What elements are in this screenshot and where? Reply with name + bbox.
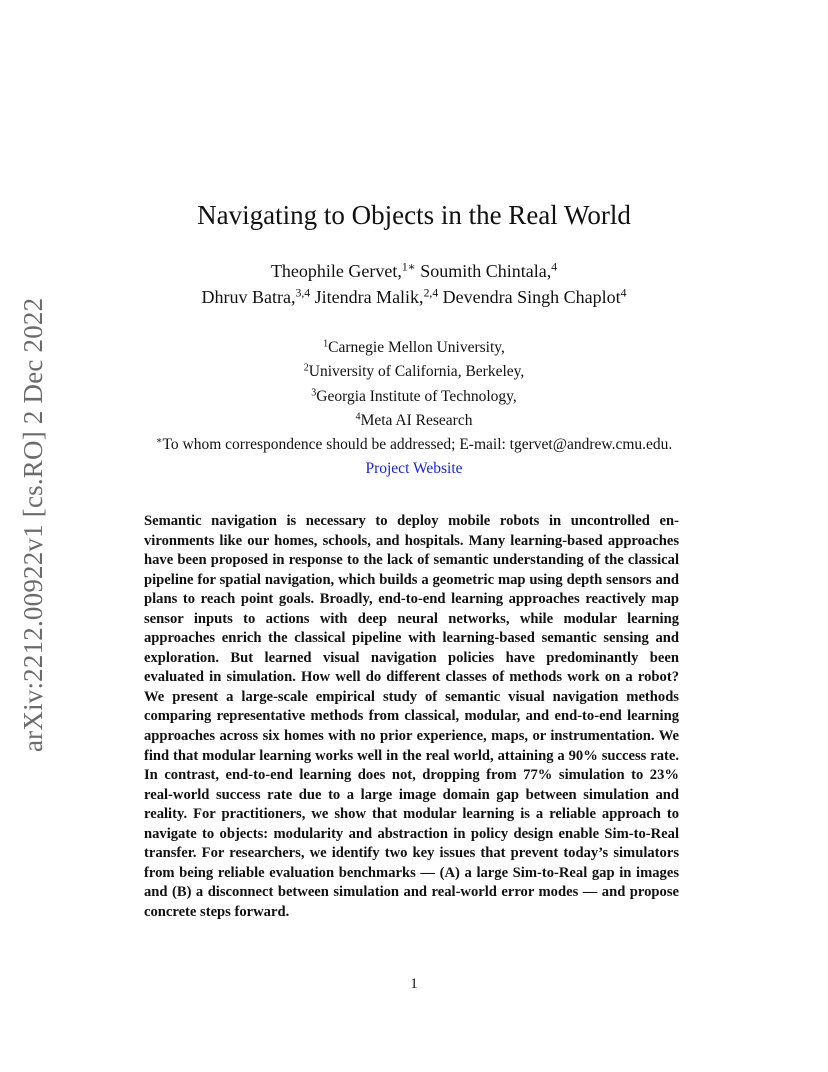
project-website-link[interactable]: Project Website: [365, 460, 463, 478]
author-list: [0, 258, 828, 310]
paper-title: Navigating to Objects in the Real World: [197, 200, 631, 230]
page-number: 1: [410, 976, 418, 992]
affiliation-text: Georgia Institute of Technology,: [316, 387, 517, 405]
affiliation: [0, 385, 828, 409]
author-line-1: [0, 258, 828, 284]
affiliation: [0, 409, 828, 433]
author-name: Dhruv Batra,: [201, 287, 296, 307]
affiliation-text: University of California, Berkeley,: [308, 363, 525, 381]
author-name: Soumith Chintala,: [420, 261, 552, 281]
affiliation-marker: 4: [355, 411, 361, 423]
author-affiliation-marker: 2,4: [423, 286, 439, 300]
correspondence-text: To whom correspondence should be addressed; E-mail: tgervet@andrew.cmu.edu.: [162, 436, 673, 454]
author-affiliation-marker: 3,4: [295, 286, 311, 300]
author-name: Jitendra Malik,: [314, 287, 424, 307]
affiliation-marker: 2: [303, 362, 309, 374]
affiliation-text: Meta AI Research: [360, 411, 473, 429]
affiliation-marker: 1: [323, 338, 329, 350]
affiliation-text: Carnegie Mellon University,: [328, 339, 505, 356]
author-name: Devendra Singh Chaplot: [442, 287, 621, 307]
author-name: Theophile Gervet,: [270, 261, 402, 281]
affiliation: [0, 360, 828, 384]
affiliation-list: [0, 336, 828, 482]
author-line-2: [0, 284, 828, 310]
author-affiliation-marker: 1∗: [401, 260, 416, 274]
author-affiliation-marker: 4: [551, 260, 558, 274]
arxiv-identifier: arXiv:2212.00922v1 [cs.RO] 2 Dec 2022: [18, 297, 48, 752]
abstract: Semantic navigation is necessary to deploy mobile robots in uncontrolled environments like our homes, schools, and hospitals. Many learning-based approaches have been proposed in response to the lack of semantic understanding of the classical pipeline for spatial navigation, which builds a geometric map using depth sensors and plans to reach point goals. Broadly, end-to-end learning approaches reactively map sensor inputs to actions with deep neural networks, while modular learning approaches enrich the classical pipeline with learning-based semantic sensing and exploration. But learned visual navigation policies have predominantly been evaluated in simulation. How well do different classes of methods work on a robot? We present a large-scale empirical study of semantic visual navigation methods comparing representative methods from classical, modular, and end-to-end learning approaches across six homes with no prior experience, maps, or instrumentation. We find that modular learning works well in the real world, attaining a 90% success rate. In contrast, end-to-end learning does not, dropping from 77% simulation to 23% real-world success rate due to a large image domain gap between simulation and reality. For practitioners, we show that modular learning is a reliable approach to navigate to objects: modularity and abstraction in policy design enable Sim-to-Real transfer. For researchers, we identify two key issues that prevent today’s simulators from being reliable evaluation benchmarks — (A) a large Sim-to-Real gap in images and (B) a disconnect between simulation and real-world error modes — and propose concrete steps forward.: [144, 513, 679, 920]
affiliation-marker: 3: [311, 387, 317, 399]
correspondence-note: [0, 433, 828, 457]
affiliation: [0, 336, 828, 360]
correspondence-marker: ∗: [155, 435, 163, 447]
author-affiliation-marker: 4: [620, 286, 627, 300]
